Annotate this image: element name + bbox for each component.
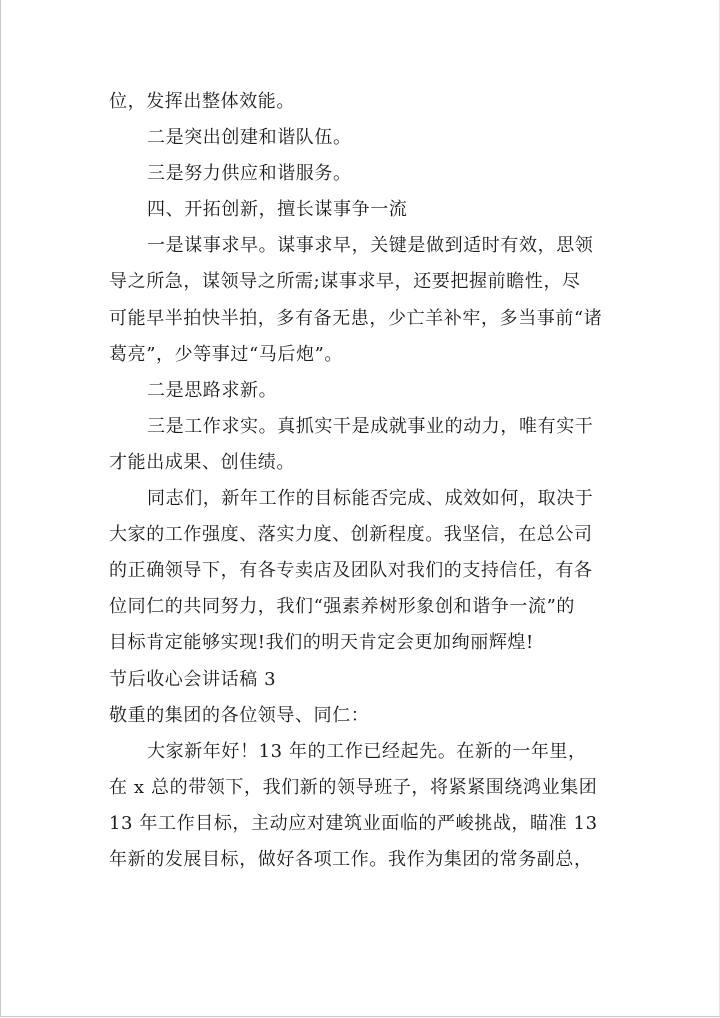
paragraph-line: 目标肯定能够实现!我们的明天肯定会更加绚丽辉煌!	[109, 632, 534, 654]
paragraph-line: 可能早半拍快半拍，多有备无患，少亡羊补牢，多当事前“诸	[109, 307, 603, 329]
document-body	[109, 84, 613, 878]
paragraph-line-indented: 大家新年好！13 年的工作已经起先。在新的一年里，	[147, 740, 587, 762]
paragraph-line-indented: 二是思路求新。	[147, 379, 278, 401]
paragraph-line-indented: 三是工作求实。真抓实干是成就事业的动力，唯有实干	[147, 415, 594, 437]
paragraph-line-indented: 二是突出创建和谐队伍。	[147, 127, 352, 149]
paragraph-line: 13 年工作目标，主动应对建筑业面临的严峻挑战，瞄准 13	[109, 812, 598, 834]
paragraph-line: 导之所急，谋领导之所需;谋事求早，还要把握前瞻性，尽	[109, 271, 581, 293]
paragraph-line: 年新的发展目标，做好各项工作。我作为集团的常务副总，	[109, 848, 593, 870]
paragraph-line-indented: 同志们，新年工作的目标能否完成、成效如何，取决于	[147, 488, 594, 510]
paragraph-line: 敬重的集团的各位领导、同仁：	[109, 704, 370, 726]
paragraph-line-indented: 一是谋事求早。谋事求早，关键是做到适时有效，思领	[147, 235, 594, 257]
paragraph-line: 节后收心会讲话稿 3	[109, 668, 277, 690]
paragraph-line: 才能出成果、创佳绩。	[109, 451, 295, 473]
paragraph-line: 位，发挥出整体效能。	[109, 91, 295, 112]
paragraph-line: 的正确领导下，有各专卖店及团队对我们的支持信任，有各	[109, 560, 593, 582]
paragraph-line: 位同仁的共同努力，我们“强素养树形象创和谐争一流”的	[109, 596, 576, 618]
paragraph-line: 在 x 总的带领下，我们新的领导班子，将紧紧围绕鸿业集团	[109, 776, 598, 798]
paragraph-line: 大家的工作强度、落实力度、创新程度。我坚信，在总公司	[109, 524, 593, 546]
paragraph-line: 葛亮”，少等事过“马后炮”。	[109, 343, 344, 365]
paragraph-line-indented: 四、开拓创新，擅长谋事争一流	[147, 199, 408, 221]
paragraph-line-indented: 三是努力供应和谐服务。	[147, 163, 352, 185]
